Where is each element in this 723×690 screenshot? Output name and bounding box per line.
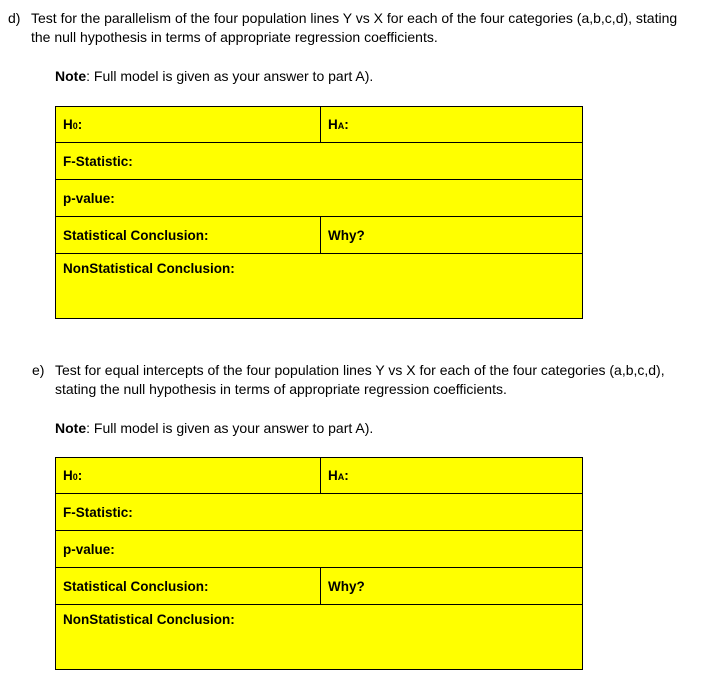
note-d-text: : Full model is given as your answer to part A). <box>86 68 374 84</box>
nonstat-conclusion-label-e: NonStatistical Conclusion: <box>63 612 235 627</box>
ha-colon-e: : <box>344 468 349 483</box>
p-value-label-e: p-value: <box>63 541 115 557</box>
ha-colon-d: : <box>344 117 349 132</box>
ha-cell-d[interactable] <box>321 107 583 143</box>
stat-conclusion-cell-e[interactable] <box>56 568 321 605</box>
question-d-line1: Test for the parallelism of the four population lines Y vs X for each of the four categories (a,b,c,d), stating <box>31 10 678 26</box>
f-statistic-cell-d[interactable] <box>56 143 583 180</box>
h0-colon-e: : <box>77 468 83 483</box>
question-e-line1: Test for equal intercepts of the four population lines Y vs X for each of the four categories (a,b,c,d), <box>55 362 665 378</box>
ha-sub-d: A <box>337 121 345 131</box>
h0-label-e: H <box>63 468 73 483</box>
nonstat-conclusion-cell-e[interactable] <box>56 605 583 670</box>
nonstat-conclusion-cell-d[interactable] <box>56 254 583 319</box>
why-cell-d[interactable] <box>321 217 583 254</box>
question-d-line2: the null hypothesis in terms of appropriate regression coefficients. <box>31 29 438 45</box>
answer-table-d <box>55 106 583 319</box>
question-d <box>8 9 718 47</box>
why-label-e: Why? <box>328 578 365 594</box>
note-d-label: Note <box>55 68 87 84</box>
note-e-text: : Full model is given as your answer to part A). <box>86 420 374 436</box>
why-cell-e[interactable] <box>321 568 583 605</box>
nonstat-conclusion-label-d: NonStatistical Conclusion: <box>63 261 235 276</box>
note-e <box>55 419 373 437</box>
f-statistic-label-e: F-Statistic: <box>63 504 133 520</box>
h0-colon-d: : <box>77 117 83 132</box>
f-statistic-label-d: F-Statistic: <box>63 153 133 169</box>
h0-sub-e: 0 <box>72 472 78 482</box>
stat-conclusion-label-e: Statistical Conclusion: <box>63 578 209 594</box>
h0-cell-e[interactable] <box>56 458 321 494</box>
p-value-cell-e[interactable] <box>56 531 583 568</box>
ha-label-d: H <box>328 117 338 132</box>
f-statistic-cell-e[interactable] <box>56 494 583 531</box>
ha-label-e: H <box>328 468 338 483</box>
note-e-label: Note <box>55 420 87 436</box>
h0-label-d: H <box>63 117 73 132</box>
ha-sub-e: A <box>337 472 345 482</box>
h0-cell-d[interactable] <box>56 107 321 143</box>
ha-cell-e[interactable] <box>321 458 583 494</box>
stat-conclusion-label-d: Statistical Conclusion: <box>63 227 209 243</box>
stat-conclusion-cell-d[interactable] <box>56 217 321 254</box>
question-d-label: d) <box>8 10 21 26</box>
question-e <box>32 361 718 399</box>
note-d <box>55 67 373 85</box>
answer-table-e <box>55 457 583 670</box>
why-label-d: Why? <box>328 227 365 243</box>
question-e-line2: stating the null hypothesis in terms of appropriate regression coefficients. <box>55 381 507 397</box>
p-value-label-d: p-value: <box>63 190 115 206</box>
p-value-cell-d[interactable] <box>56 180 583 217</box>
question-e-label: e) <box>32 362 45 378</box>
h0-sub-d: 0 <box>72 121 78 131</box>
